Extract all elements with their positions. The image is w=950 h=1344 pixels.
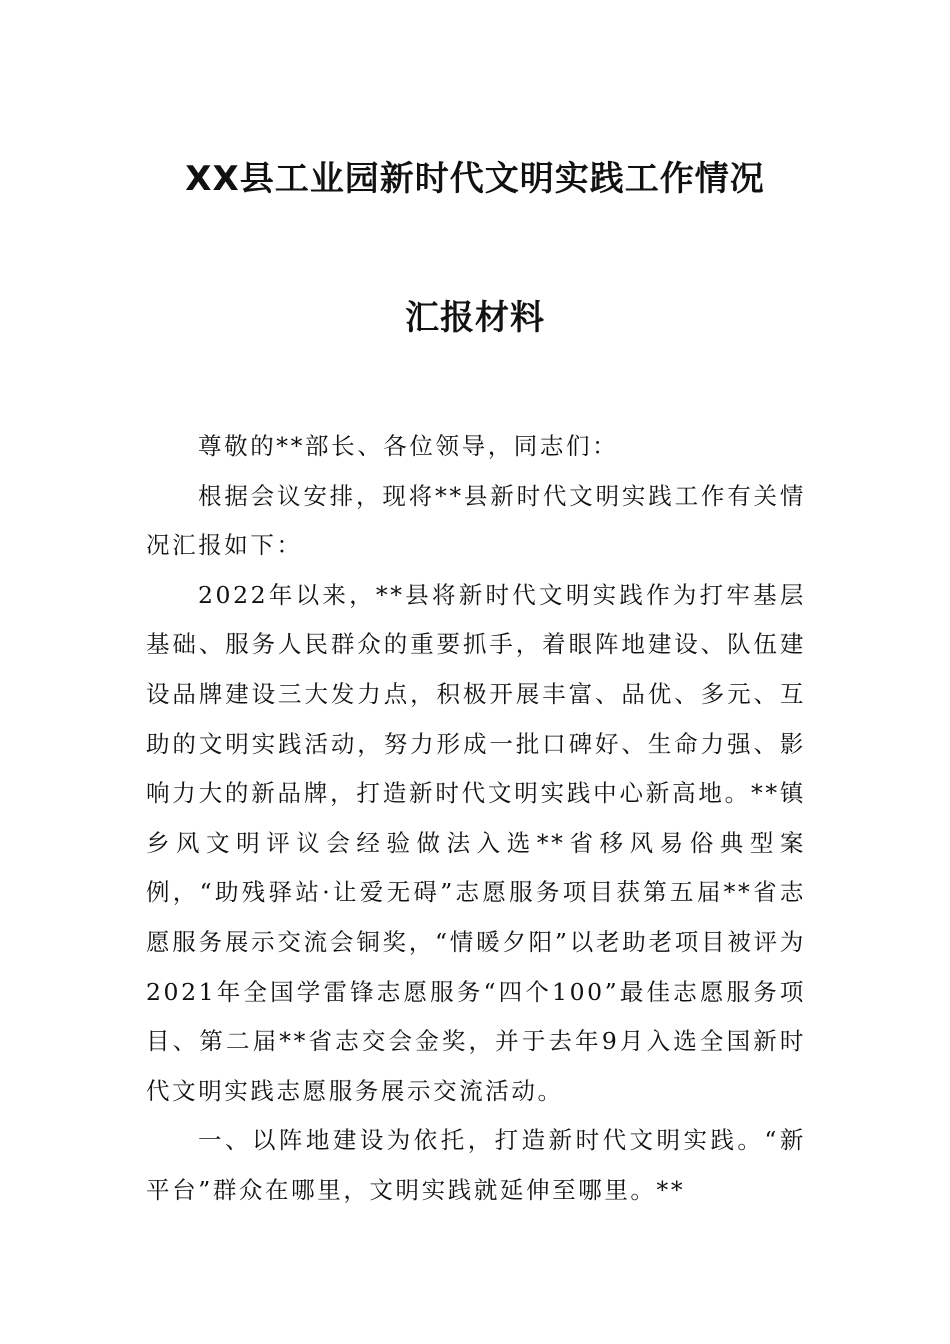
- section-one-paragraph: 一、以阵地建设为依托，打造新时代文明实践。“新平台”群众在哪里，文明实践就延伸至哪里。**: [146, 1126, 806, 1204]
- salutation-paragraph: 尊敬的**部长、各位领导，同志们：: [198, 432, 619, 460]
- document-body: [146, 422, 806, 1216]
- document-title-line-2: 汇报材料: [405, 298, 545, 338]
- overview-paragraph: 2022年以来，**县将新时代文明实践作为打牢基层基础、服务人民群众的重要抓手，着眼阵地建设、队伍建设品牌建设三大发力点，积极开展丰富、品优、多元、互助的文明实践活动，努力形成一批口碑好、生命力强、影响力大的新品牌，打造新时代文明实践中心新高地。**镇乡风文明评议会经验做法入选**省移风易俗典型案例，“助残驿站·让爱无碍”志愿服务项目获第五届**省志愿服务展示交流会铜奖，“情暖夕阳”以老助老项目被评为2021年全国学雷锋志愿服务“四个100”最佳志愿服务项目、第二届**省志交会金奖，并于去年9月入选全国新时代文明实践志愿服务展示交流活动。: [146, 580, 806, 1105]
- intro-paragraph: 根据会议安排，现将**县新时代文明实践工作有关情况汇报如下：: [146, 481, 806, 560]
- document-title-line-1: XX县工业园新时代文明实践工作情况: [185, 159, 765, 199]
